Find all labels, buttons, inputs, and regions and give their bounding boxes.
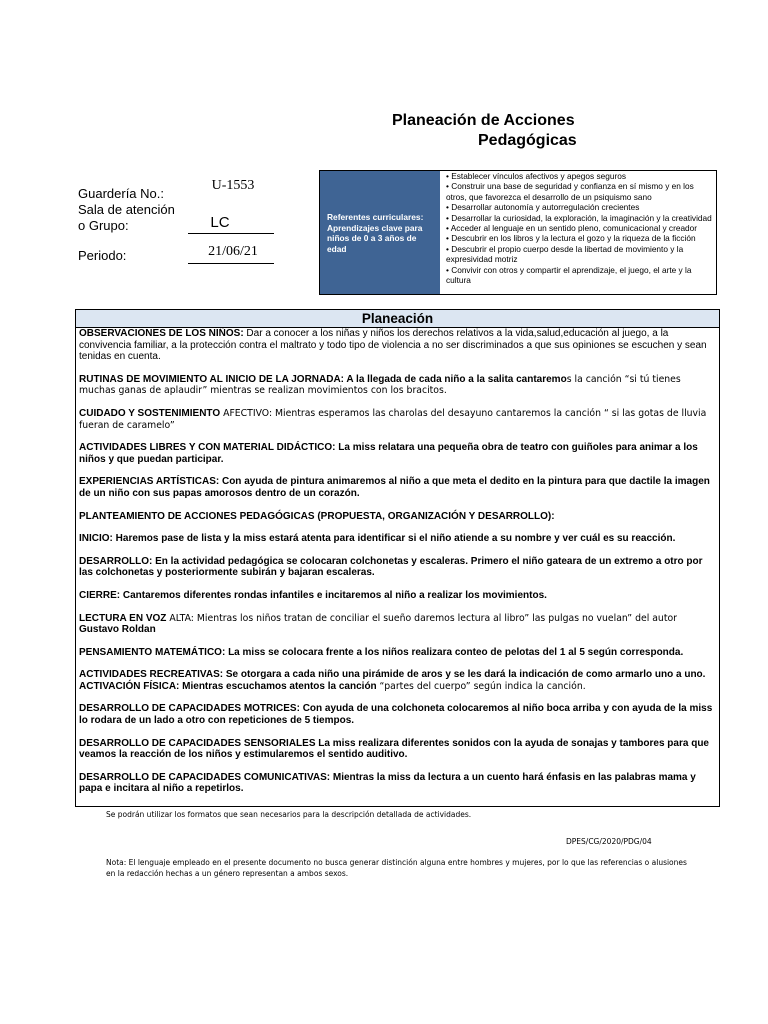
observaciones-heading: OBSERVACIONES DE LOS NIÑOS: — [79, 328, 244, 339]
guarderia-label: Guardería No.: — [78, 186, 164, 201]
planeacion-body — [76, 328, 719, 795]
activacion-text: “partes del cuerpo” según indica la canción. — [379, 680, 586, 692]
referente-item: • Desarrollar autonomía y autorregulación crecientes — [446, 202, 640, 213]
recreativas-paragraph: ACTIVIDADES RECREATIVAS: Se otorgara a cada niño una pirámide de aros y se les dará la indicación de como armarlo uno a uno. — [79, 669, 706, 681]
planeacion-box — [75, 309, 720, 807]
planeacion-header: Planeación — [76, 310, 719, 328]
cuidado-paragraph — [79, 408, 715, 431]
comunicativas-paragraph: DESARROLLO DE CAPACIDADES COMUNICATIVAS: Mientras la miss da lectura a un cuento hará énfasis en las palabras mama y papa e incitara al niño a repetirlos. — [79, 771, 696, 795]
rutinas-text: s la canción “si tú tienes muchas ganas de aplaudir” mientras se realizan movimientos con los bracitos. — [79, 373, 681, 397]
desarrollo-paragraph: DESARROLLO: En la actividad pedagógica se colocaran colchonetas y escaleras. Primero el niño gateara de un extremo a otro por las colchonetas y posteriormente subirán y bajaran escaleras. — [79, 555, 703, 579]
referente-item: • Descubrir en los libros y la lectura el gozo y la riqueza de la ficción — [446, 233, 696, 244]
inicio-paragraph: INICIO: Haremos pase de lista y la miss estará atenta para identificar si el niño atiende a su nombre y ver cuál es su reacción. — [79, 533, 676, 545]
periodo-label: Periodo: — [78, 248, 127, 263]
planteamiento-heading: PLANTEAMIENTO DE ACCIONES PEDAGÓGICAS (PROPUESTA, ORGANIZACIÓN Y DESARROLLO): — [79, 510, 555, 522]
observaciones-paragraph — [79, 328, 715, 363]
sensoriales-paragraph: DESARROLLO DE CAPACIDADES SENSORIALES La miss realizara diferentes sonidos con la ayuda de sonajas y tambores para que veamos la reacción de los niños y estimularemos el sentido auditivo. — [79, 737, 709, 761]
experiencias-paragraph: EXPERIENCIAS ARTÍSTICAS: Con ayuda de pintura animaremos al niño a que meta el dedito en la pintura para que dactile la imagen de un niño con sus papas amorosos dentro de un corazón. — [79, 476, 710, 499]
actividades-libres-paragraph: ACTIVIDADES LIBRES Y CON MATERIAL DIDÁCTICO: La miss relatara una pequeña obra de teatro con guiñoles para animar a los niños y que puedan participar. — [79, 442, 698, 465]
referentes-list — [440, 171, 716, 294]
gender-note: Nota: El lenguaje empleado en el presente documento no busca generar distinción alguna entre hombres y mujeres, por lo que las referencias o alusiones en la redacción hechas a un género representan a ambos sexos. — [106, 858, 687, 878]
document-title-line-1: Planeación de Acciones — [392, 112, 575, 129]
referente-item: • Acceder al lenguaje en un sentido pleno, comunicacional y creador — [446, 223, 698, 234]
rutinas-heading: RUTINAS DE MOVIMIENTO AL INICIO DE LA JORNADA: A la llegada de cada niño a la salita cantaremo — [79, 373, 567, 385]
motrices-paragraph: DESARROLLO DE CAPACIDADES MOTRICES: Con ayuda de una colchoneta colocaremos al niño boca arriba y con ayuda de la miss lo rodara de un lado a otro con repeticiones de 5 tiempos. — [79, 703, 713, 727]
lectura-paragraph — [79, 613, 715, 636]
lectura-text: ALTA: Mientras los niños tratan de conciliar el sueño daremos lectura al libro” las pulgas no vuelan” del autor — [166, 612, 677, 624]
pensamiento-paragraph: PENSAMIENTO MATEMÁTICO: La miss se colocara frente a los niños realizara conteo de pelotas del 1 al 5 según corresponda. — [79, 646, 684, 658]
referente-item: • Establecer vínculos afectivos y apegos seguros — [446, 171, 626, 181]
periodo-value[interactable]: 21/06/21 — [208, 244, 258, 259]
lectura-heading: LECTURA EN VOZ — [79, 612, 167, 624]
periodo-underline — [188, 263, 274, 264]
sala-value[interactable]: LC — [210, 214, 230, 231]
observaciones-text: Dar a conocer a los niñas y niños los derechos relativos a la vida,salud,educación al juego, a la convivencia familiar, a la protección contra el maltrato y todo tipo de violencia a no ser discriminados a que sus opiniones se escuchen y sean tenidas en cuenta. — [79, 328, 707, 363]
sala-underline — [188, 233, 274, 234]
cierre-paragraph: CIERRE: Cantaremos diferentes rondas infantiles e incitaremos al niño a realizar los movimientos. — [79, 589, 547, 601]
sala-label-2: o Grupo: — [78, 218, 129, 233]
referente-item: • Construir una base de seguridad y confianza en sí mismo y en los otros, que favorezca el desarrollo de un psiquismo sano — [446, 181, 694, 202]
referentes-box — [319, 170, 717, 295]
document-code: DPES/CG/2020/PDG/04 — [566, 837, 652, 846]
cuidado-text: AFECTIVO: Mientras esperamos las charolas del desayuno cantaremos la canción “ si las gotas de lluvia fueran de caramelo” — [79, 407, 707, 431]
sala-label-1: Sala de atención — [78, 202, 175, 217]
document-title-line-2: Pedagógicas — [478, 132, 577, 149]
referente-item: • Desarrollar la curiosidad, la exploración, la imaginación y la creatividad — [446, 212, 712, 223]
rutinas-paragraph — [79, 374, 715, 397]
referente-item: • Convivir con otros y compartir el aprendizaje, el juego, el arte y la cultura — [446, 264, 692, 286]
referente-item: • Descubrir el propio cuerpo desde la libertad de movimiento y la expresividad motriz — [446, 243, 684, 265]
lectura-autor: Gustavo Roldan — [79, 624, 156, 636]
footnote: Se podrán utilizar los formatos que sean necesarios para la descripción detallada de actividades. — [106, 810, 472, 819]
guarderia-value[interactable]: U-1553 — [211, 178, 255, 193]
activacion-paragraph — [79, 681, 715, 693]
activacion-heading: ACTIVACIÓN FÍSICA: Mientras escuchamos atentos la canción — [79, 680, 380, 692]
cuidado-heading: CUIDADO Y SOSTENIMIENTO — [79, 407, 221, 419]
referentes-label: Referentes curriculares: Aprendizajes clave para niños de 0 a 3 años de edad — [320, 171, 440, 294]
